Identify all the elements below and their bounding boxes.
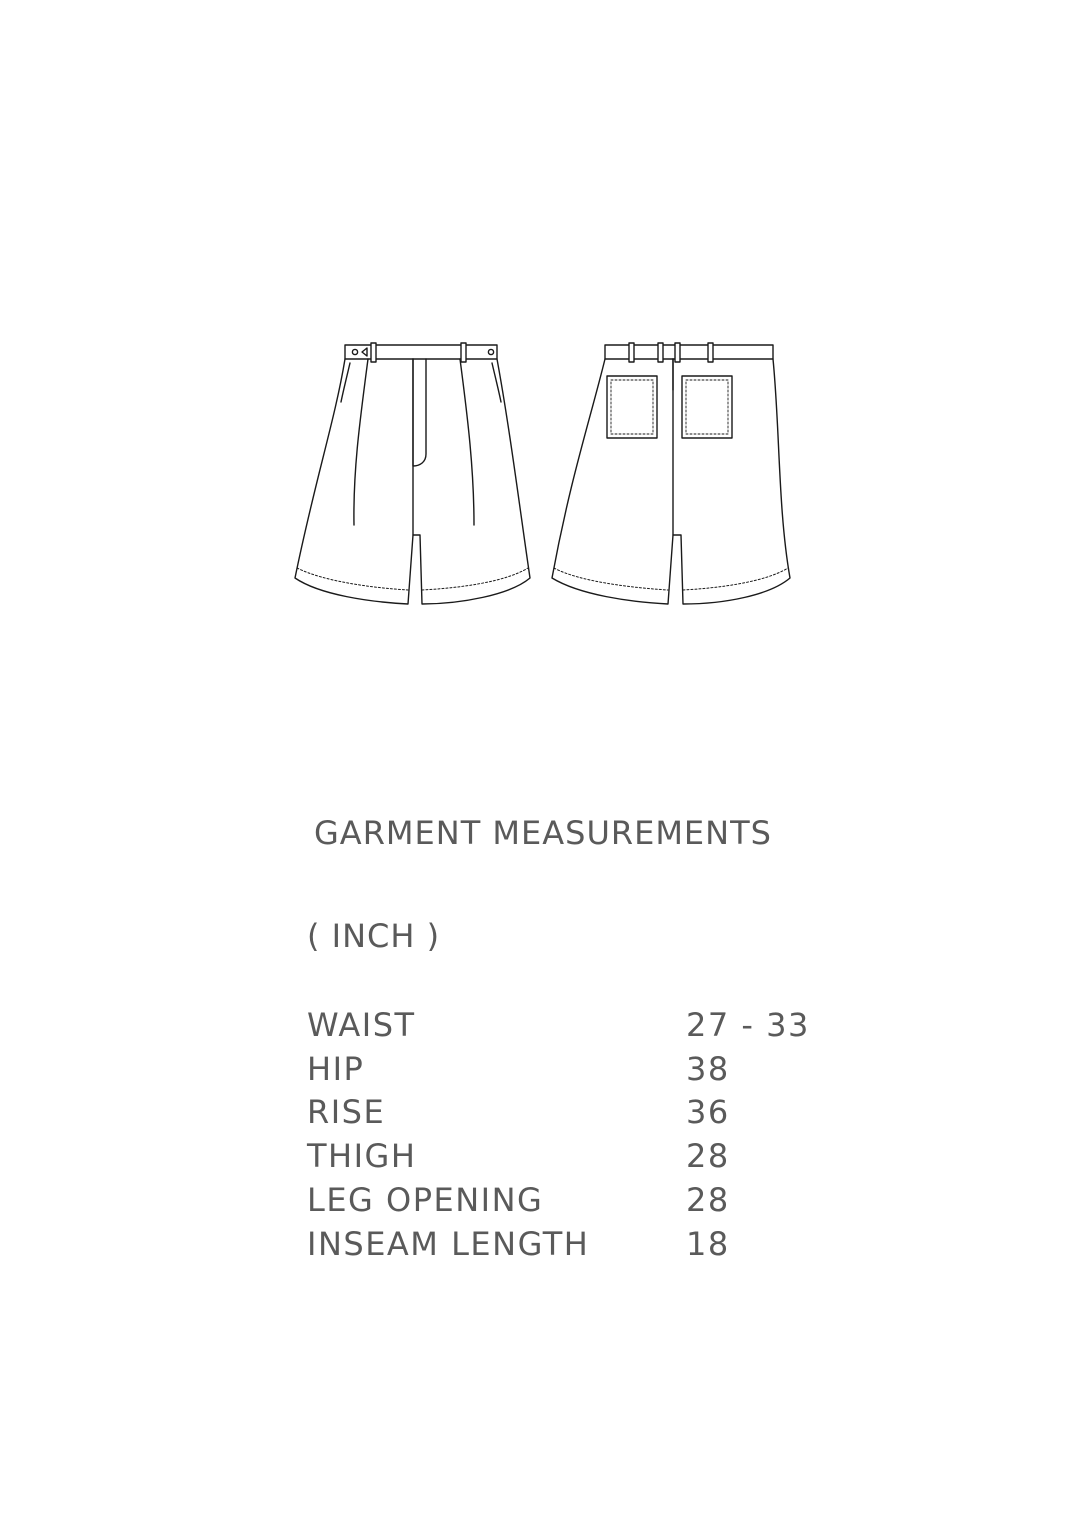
measurement-row-waist [307, 1003, 867, 1047]
shorts-front-view [295, 343, 530, 604]
measurement-label: RISE [307, 1093, 386, 1132]
measurement-value: 18 [686, 1224, 730, 1263]
shorts-back-view [552, 343, 790, 604]
measurement-value: 28 [686, 1181, 730, 1220]
measurement-value: 28 [686, 1137, 730, 1176]
measurement-value: 36 [686, 1093, 730, 1132]
measurement-value: 38 [686, 1049, 730, 1088]
measurement-label: LEG OPENING [307, 1181, 544, 1220]
measurement-row-thigh [307, 1134, 867, 1178]
unit-label: ( INCH ) [307, 917, 441, 955]
measurement-label: THIGH [307, 1137, 417, 1176]
measurement-value: 27 - 33 [686, 1005, 810, 1044]
measurement-label: INSEAM LENGTH [307, 1224, 590, 1263]
measurement-label: HIP [307, 1049, 365, 1088]
measurement-row-hip [307, 1047, 867, 1091]
measurement-row-leg-opening [307, 1178, 867, 1222]
measurements-table [307, 1003, 867, 1266]
measurement-row-rise [307, 1091, 867, 1135]
shorts-technical-drawing [280, 330, 810, 620]
measurement-row-inseam-length [307, 1222, 867, 1266]
page-title: GARMENT MEASUREMENTS [314, 814, 772, 852]
measurement-label: WAIST [307, 1005, 416, 1044]
